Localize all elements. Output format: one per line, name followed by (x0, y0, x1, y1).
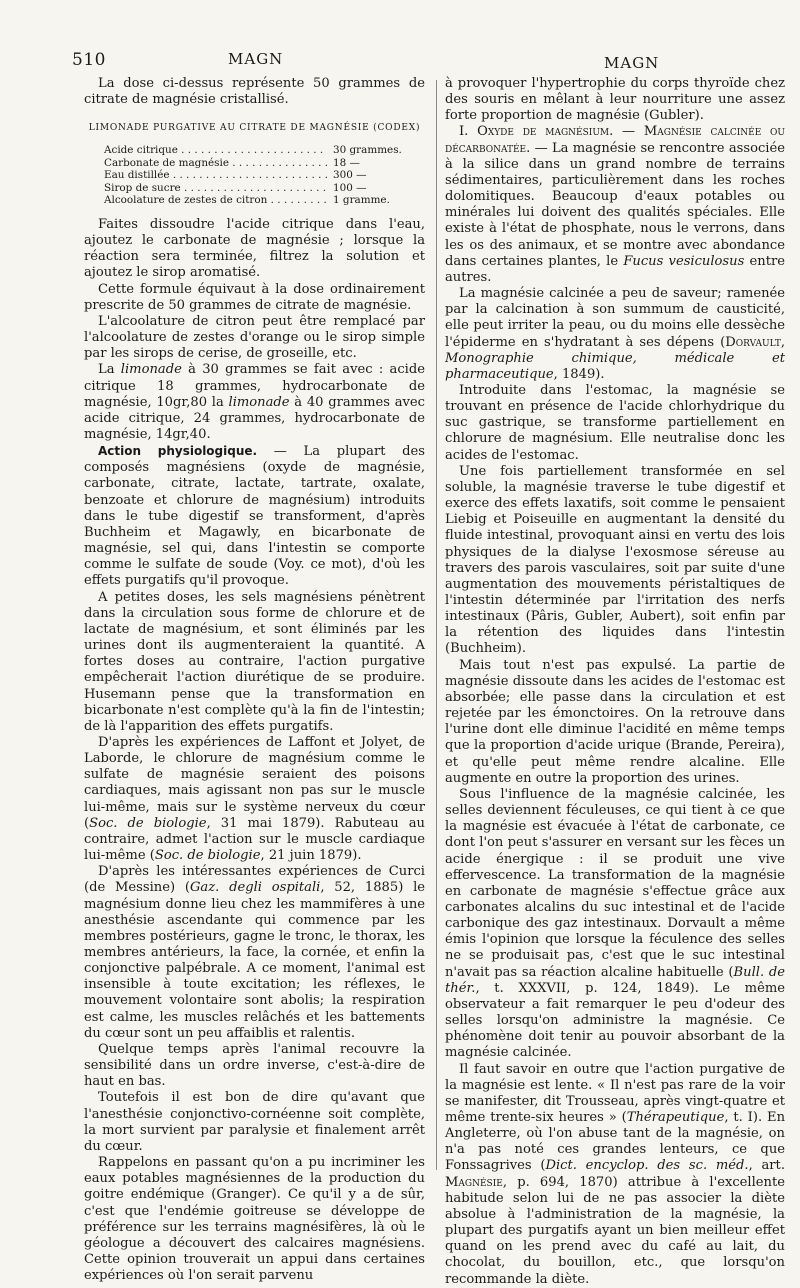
section-heading: Action physiologique. (98, 444, 258, 459)
formula-title: LIMONADE PURGATIVE AU CITRATE DE MAGNÉSIE (CODEX) (88, 123, 421, 134)
formula-row (84, 182, 425, 195)
paragraph: La dose ci-dessus représente 50 grammes de citrate de magnésie cristallisé. (84, 76, 425, 108)
quantity: 1 gramme. (333, 194, 390, 207)
page-number: 510 (72, 50, 106, 70)
quantity: 18 — (333, 156, 360, 169)
formula-row (84, 169, 425, 182)
ingredient: Alcoolature de zestes de citron . . . (104, 194, 327, 207)
formula-row (84, 157, 425, 170)
right-column (445, 76, 785, 1288)
paragraph: Action physiologique. — La plupart des composés magnésiens (oxyde de magnésie, carbonate, citrate, lactate, tartrate, oxalate, benzoate et chlorure de magnésium) introduits dans le tube digestif se transforment, d'après Buchheim et Magawly, en bicarbonate de magnésie, sel qui, dans l'intestin se comporte comme le sulfate de soude (Voy. ce mot), d'où les effets purgatifs qu'il provoque. (84, 444, 425, 589)
paragraph: Toutefois il est bon de dire qu'avant que l'anesthésie conjonctivo-cornéenne soit complète, la mort survient par paralysie et finalement arrêt du cœur. (84, 1090, 425, 1154)
formula-row (84, 144, 425, 157)
section-heading: I. Oxyde de magnésium. — Magnésie calcinée ou décarbonatée. (445, 124, 785, 156)
paragraph: A petites doses, les sels magnésiens pénètrent dans la circulation sous forme de chlorure et de lactate de magnésium, et sont éliminés par les urines dont ils augmenteraient la quantité. A fortes doses au contraire, l'action purgative empêcherait l'action diurétique de se produire. Husemann pense que la transformation en bicarbonate n'est complète qu'à la fin de l'intestin; de là l'apparition des effets purgatifs. (84, 589, 425, 734)
paragraph: La limonade à 30 grammes se fait avec : acide citrique 18 grammes, hydrocarbonate de magnésie, 10gr,80 la limonade à 40 grammes avec acide citrique, 24 grammes, hydrocarbonate de magnésie, 14gr,40. (84, 362, 425, 442)
paragraph: à provoquer l'hypertrophie du corps thyroïde chez des souris en mêlant à leur nourriture une assez forte proportion de magnésie (Gubler). (445, 76, 785, 124)
paragraph: Sous l'influence de la magnésie calcinée, les selles deviennent féculeuses, ce qui tient à ce que la magnésie est évacuée à l'état de carbonate, ce dont l'on peut s'assurer en versant sur les fèces un acide énergique : il se produit une vive effervescence. La transformation de la magnésie en carbonate de magnésie s'effectue grâce aux carbonates alcalins du suc intestinal et de l'acide carbonique des gaz intestinaux. Dorvault a même émis l'opinion que lorsque la féculence des selles ne se produisait pas, c'est que le suc intestinal n'avait pas sa réaction alcaline habituelle (Bull. de thér., t. XXXVII, p. 124, 1849). Le même observateur a fait remarquer le peu d'odeur des selles lorsqu'on administre la magnésie. Ce phénomène doit tenir au pouvoir absorbant de la magnésie calcinée. (445, 786, 785, 1061)
running-head-right: MAGN (604, 54, 660, 72)
paragraph: L'alcoolature de citron peut être remplacé par l'alcoolature de zestes d'orange ou le sirop simple par les sirops de cerise, de groseille, etc. (84, 313, 425, 362)
formula-table (84, 120, 425, 207)
paragraph: Une fois partiellement transformée en sel soluble, la magnésie traverse le tube digestif et exerce des effets laxatifs, soit comme le pensaient Liebig et Poiseuille en augmentant la densité du fluide intestinal, provoquant ainsi en vertu des lois physiques de la dialyse l'exosmose séreuse au travers des parois vasculaires, soit par suite d'une augmentation des mouvements péristaltiques de l'intestin déterminée par l'irritation des nerfs intestinaux (Pâris, Gubler, Aubert), soit enfin par la rétention des liquides dans l'intestin (Buchheim). (445, 463, 785, 657)
formula-row (84, 194, 425, 207)
ingredient: Acide citrique . . . (104, 144, 327, 157)
ingredient: Eau distillée . . . (104, 169, 327, 182)
quantity: 300 — (333, 169, 367, 182)
quantity: 30 grammes. (333, 144, 402, 157)
paragraph: Rappelons en passant qu'on a pu incriminer les eaux potables magnésiennes de la production du goitre endémique (Granger). Ce qu'il y a de sûr, c'est que l'endémie goitreuse se développe de préférence sur les terrains magnésifères, là où le géologue a découvert des calcaires magnésiens. Cette opinion trouverait un appui dans certaines expériences où l'on serait parvenu (84, 1155, 425, 1284)
paragraph: La magnésie calcinée a peu de saveur; ramenée par la calcination à son summum de causticité, elle peut irriter la peau, ou du moins elle dessèche l'épiderme en s'hydratant à ses dépens (Dorvault, Monographie chimique, médicale et pharmaceutique, 1849). (445, 286, 785, 382)
ingredient: Carbonate de magnésie . . . (104, 157, 327, 170)
paragraph: D'après les intéressantes expériences de Curci (de Messine) (Gaz. degli ospitali, 52, 1885) le magnésium donne lieu chez les mammifères à une anesthésie ascendante qui commence par les membres postérieurs, gagne le tronc, le thorax, les membres antérieurs, la face, la cornée, et enfin la conjonctive palpébrale. A ce moment, l'animal est insensible à toute excitation; les réflexes, le mouvement volontaire sont abolis; la respiration est calme, les muscles relâchés et les battements du cœur sont un peu affaiblis et ralentis. (84, 864, 426, 1041)
paragraph: Mais tout n'est pas expulsé. La partie de magnésie dissoute dans les acides de l'estomac est absorbée; elle passe dans la circulation et est rejetée par les émonctoires. On la retrouve dans l'urine dont elle diminue l'acidité en même temps que la proportion d'acide urique (Brande, Pereira), et qu'elle peut même rendre alcaline. Elle augmente en outre la proportion des urines. (445, 657, 785, 786)
paragraph: Faites dissoudre l'acide citrique dans l'eau, ajoutez le carbonate de magnésie ; lorsque la réaction sera terminée, filtrez la solution et ajoutez le sirop aromatisé. (84, 216, 425, 281)
ingredient: Sirop de sucre . . . (104, 182, 327, 195)
column-divider (436, 80, 437, 1170)
running-head-left: MAGN (228, 50, 284, 68)
paragraph: Introduite dans l'estomac, la magnésie se trouvant en présence de l'acide chlorhydrique du suc gastrique, se transforme partiellement en chlorure de magnésium. Elle neutralise donc les acides de l'estomac. (445, 382, 785, 463)
paragraph: Quelque temps après l'animal recouvre la sensibilité dans un ordre inverse, c'est-à-dire de haut en bas. (84, 1041, 425, 1090)
paragraph: D'après les expériences de Laffont et Jolyet, de Laborde, le chlorure de magnésium comme le sulfate de magnésie seraient des poisons cardiaques, mais agissant non pas sur le muscle lui-même, mais sur le système nerveux du cœur (Soc. de biologie, 31 mai 1879). Rabuteau au contraire, admet l'action sur le muscle cardiaque lui-même (Soc. de biologie, 21 juin 1879). (84, 734, 425, 864)
quantity: 100 — (333, 181, 367, 194)
paragraph: Il faut savoir en outre que l'action purgative de la magnésie est lente. « Il n'est pas rare de la voir se manifester, dit Trousseau, après vingt-quatre et même trente-six heures » (Thérapeutique, t. I). En Angleterre, où l'on abuse tant de la magnésie, on n'a pas noté ces grandes lenteurs, ce que Fonssagrives (Dict. encyclop. des sc. méd., art. Magnésie, p. 694, 1870) attribue à l'excellente habitude selon lui de ne pas associer la diète absolue à l'administration de la magnésie, la plupart des purgatifs ayant un bien meilleur effet quand on les prend avec du café au lait, du chocolat, du bouillon, etc., que lorsqu'on recommande la diète. (445, 1061, 785, 1287)
paragraph: I. Oxyde de magnésium. — Magnésie calcinée ou décarbonatée. — La magnésie se rencontre associée à la silice dans un grand nombre de terrains sédimentaires, particulièrement dans les roches dolomitiques. Beaucoup d'eaux potables ou minérales lui doivent des qualités spéciales. Elle existe à l'état de phosphate, nous le verrons, dans les os des animaux, et se montre avec abondance dans certaines plantes, le Fucus vesiculosus entre autres. (445, 124, 785, 285)
left-column (84, 76, 425, 1284)
paragraph: Cette formule équivaut à la dose ordinairement prescrite de 50 grammes de citrate de magnésie. (84, 281, 425, 313)
